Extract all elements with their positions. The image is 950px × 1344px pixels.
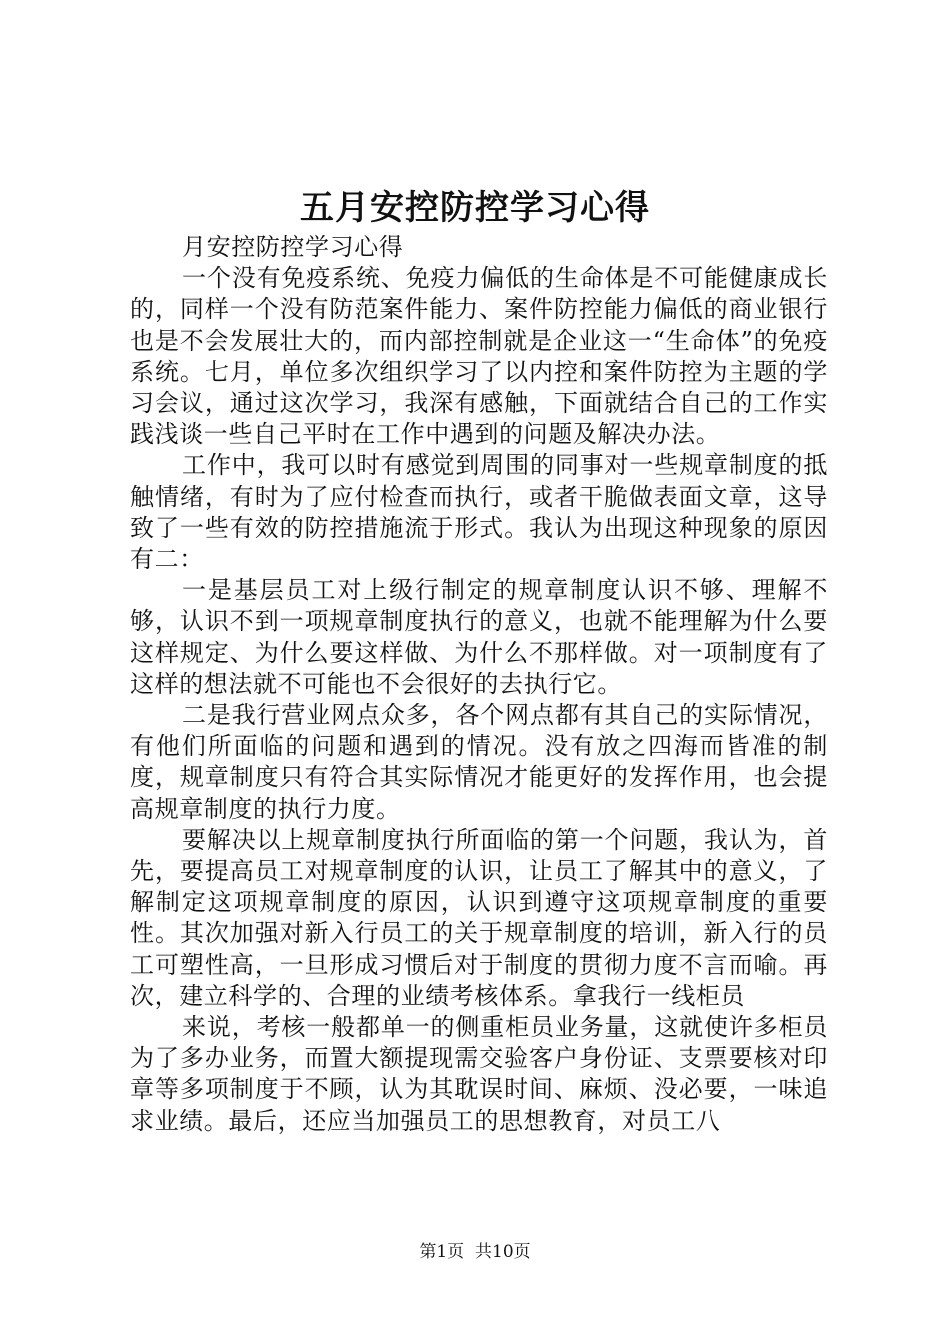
paragraph: 来说，考核一般都单一的侧重柜员业务量，这就使许多柜员为了多办业务，而置大额提现需交验客户身份证、支票要核对印章等多项制度于不顾，认为其耽误时间、麻烦、没必要，一味追求业绩。最后，还应当加强员工的思想教育，对员工八	[130, 1013, 828, 1135]
page-total: 共10页	[475, 1242, 531, 1262]
document-title: 五月安控防控学习心得	[300, 188, 650, 228]
paragraph-subtitle: 月安控防控学习心得	[182, 233, 404, 261]
paragraph: 工作中，我可以时有感觉到周围的同事对一些规章制度的抵触情绪，有时为了应付检查而执行，或者干脆做表面文章，这导致了一些有效的防控措施流于形式。我认为出现这种现象的原因有二：	[130, 451, 828, 574]
paragraph: 要解决以上规章制度执行所面临的第一个问题，我认为，首先，要提高员工对规章制度的认识，让员工了解其中的意义，了解制定这项规章制度的原因，认识到遵守这项规章制度的重要性。其次加强对新入行员工的关于规章制度的培训，新入行的员工可塑性高，一旦形成习惯后对于制度的贯彻力度不言而喻。再次，建立科学的、合理的业绩考核体系。拿我行一线柜员	[130, 825, 828, 1010]
page-number: 第1页	[419, 1242, 465, 1262]
page-footer	[0, 1240, 950, 1264]
document-body	[130, 232, 828, 1137]
paragraph: 一是基层员工对上级行制定的规章制度认识不够、理解不够，认识不到一项规章制度执行的意义，也就不能理解为什么要这样规定、为什么要这样做、为什么不那样做。对一项制度有了这样的想法就不可能也不会很好的去执行它。	[130, 576, 828, 698]
paragraph: 二是我行营业网点众多，各个网点都有其自己的实际情况，有他们所面临的问题和遇到的情况。没有放之四海而皆准的制度，规章制度只有符合其实际情况才能更好的发挥作用，也会提高规章制度的执行力度。	[130, 701, 828, 823]
paragraph: 一个没有免疫系统、免疫力偏低的生命体是不可能健康成长的，同样一个没有防范案件能力、案件防控能力偏低的商业银行也是不会发展壮大的，而内部控制就是企业这一“生命体”的免疫系统。七月，单位多次组织学习了以内控和案件防控为主题的学习会议，通过这次学习，我深有感触，下面就结合自己的工作实践浅谈一些自己平时在工作中遇到的问题及解决办法。	[130, 264, 828, 449]
